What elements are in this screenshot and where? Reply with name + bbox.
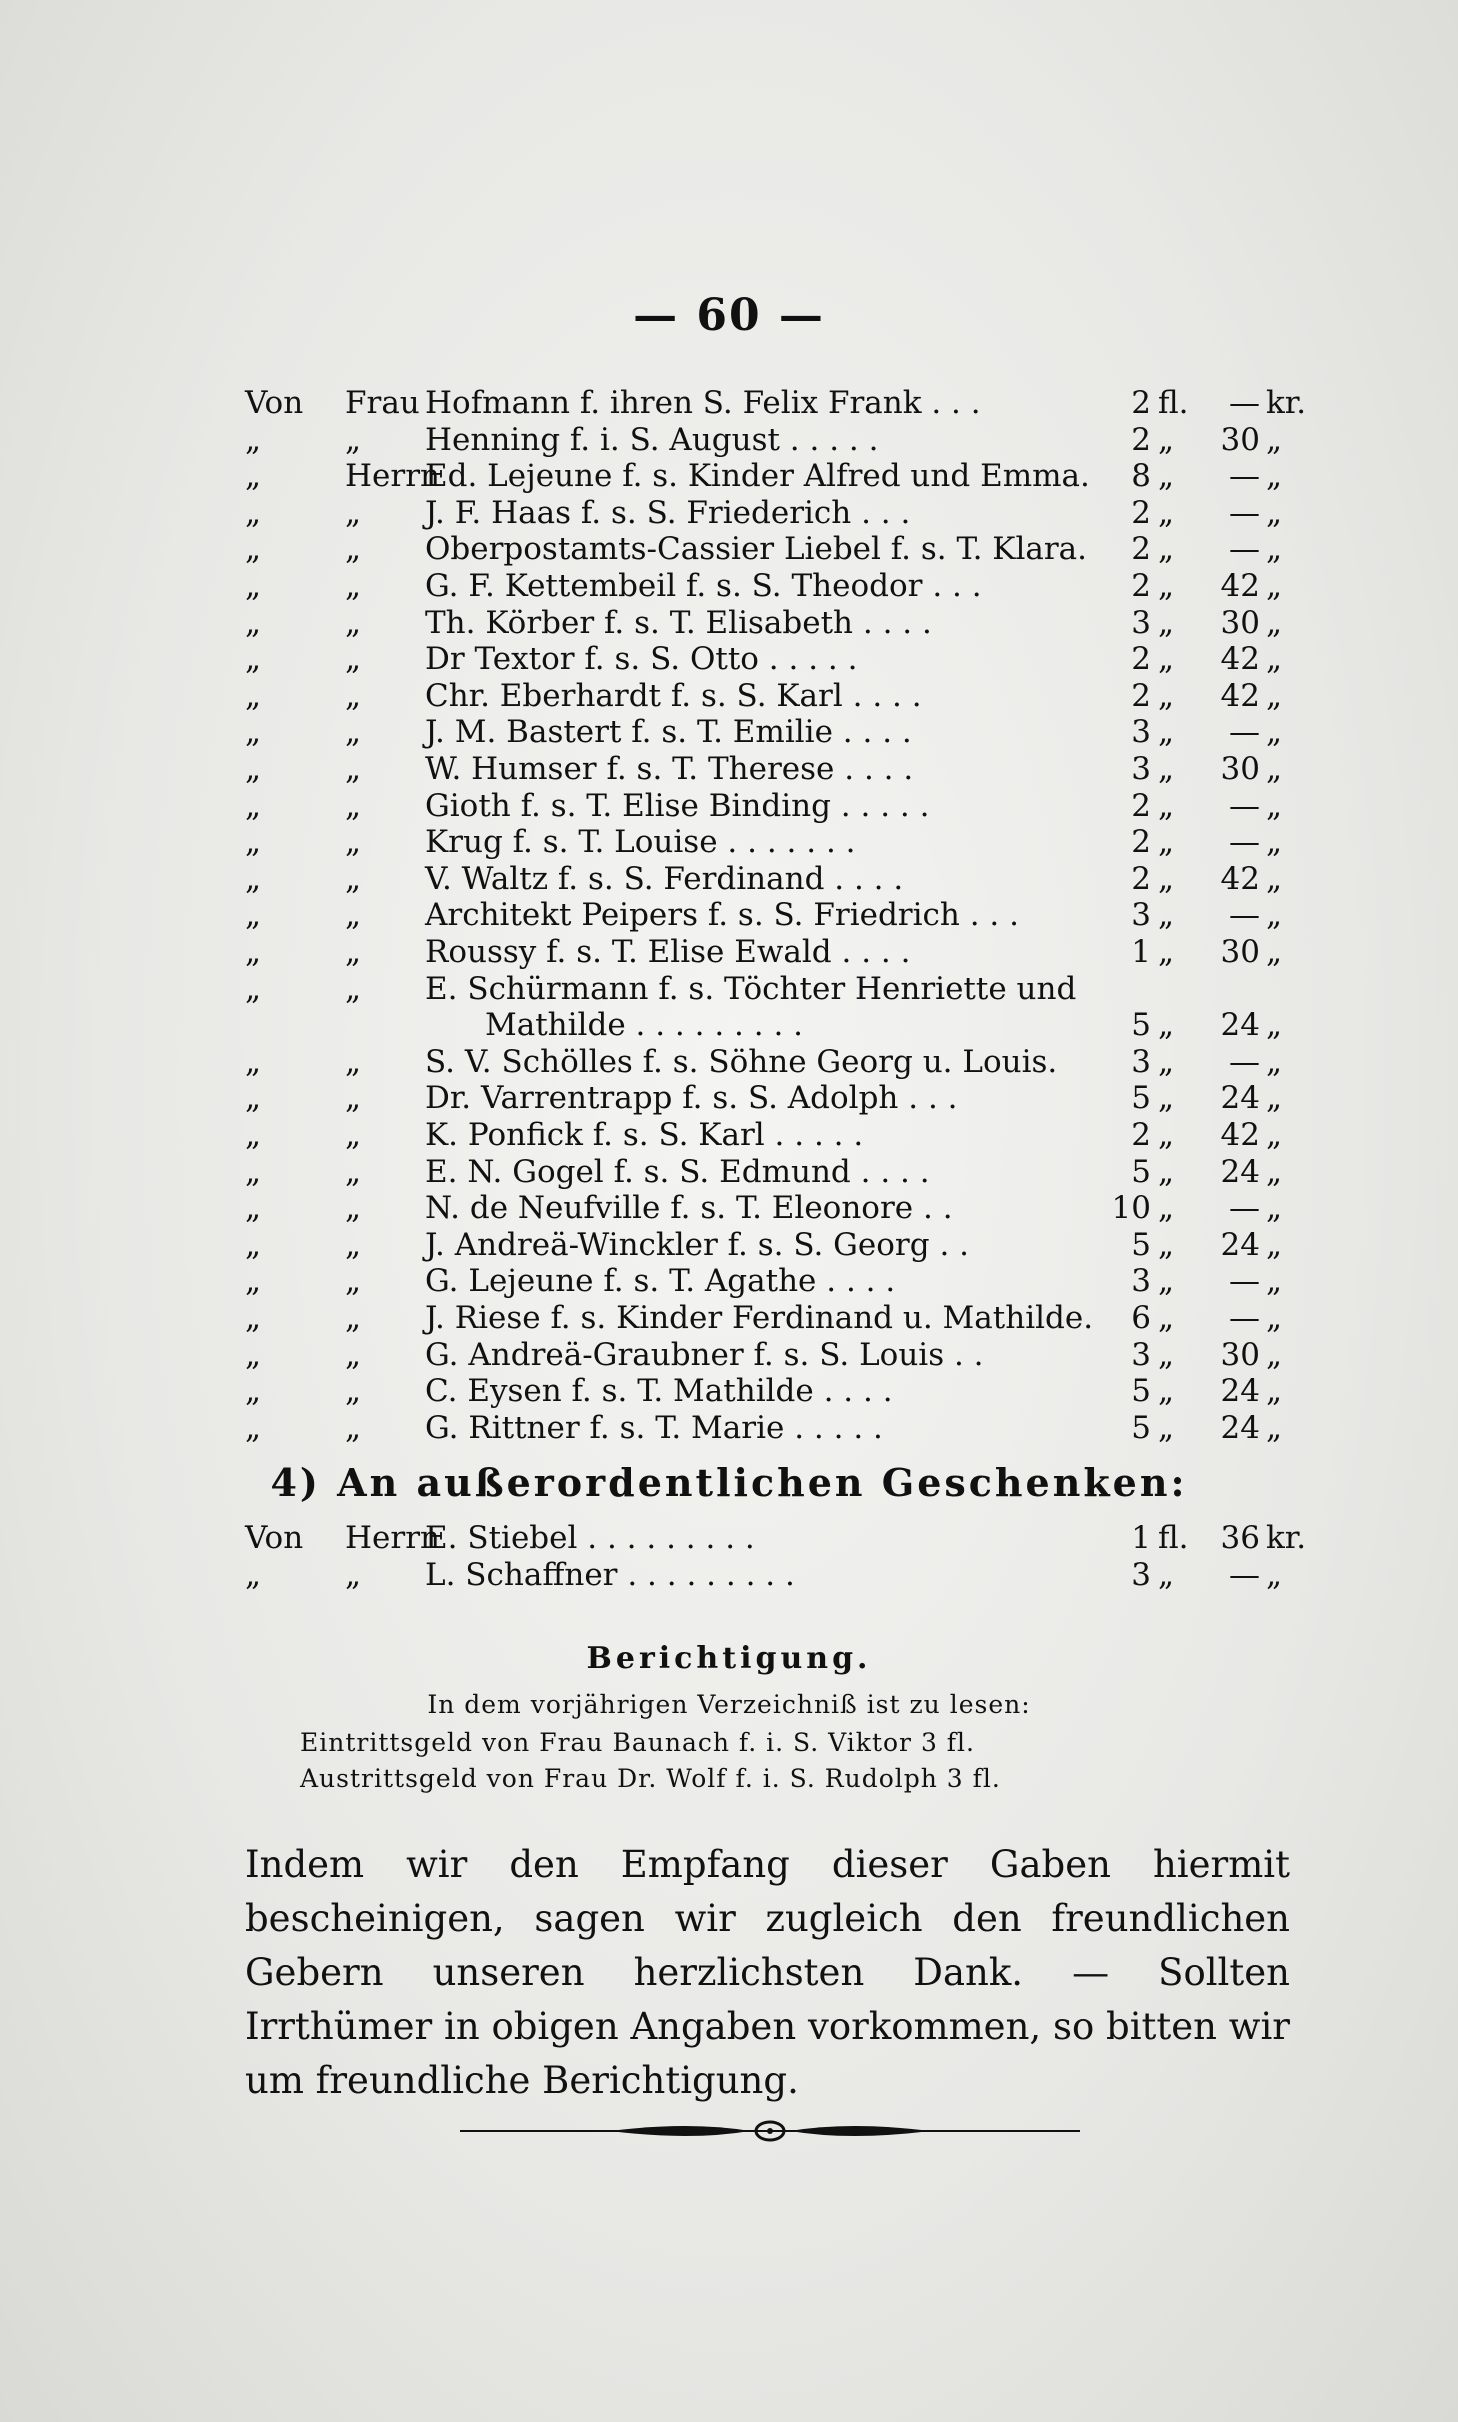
amount-kreuzer: —: [1229, 897, 1260, 934]
amount-kreuzer: 30: [1220, 751, 1260, 787]
amount-gulden: 6: [1131, 1300, 1151, 1336]
donor-entry: Ed. Lejeune f. s. Kinder Alfred und Emma.: [425, 458, 1090, 495]
donor-entry: J. F. Haas f. s. S. Friederich . . .: [425, 494, 911, 531]
unit-gulden: „: [1158, 568, 1175, 604]
unit-gulden: „: [1158, 897, 1175, 934]
donor-entry: Dr Textor f. s. S. Otto . . . . .: [425, 641, 858, 678]
amount-gulden: 5: [1131, 1226, 1151, 1263]
unit-kreuzer: „: [1266, 1409, 1283, 1446]
ornament-divider: [460, 2116, 1080, 2146]
donor-entry: E. Schürmann f. s. Töchter Henriette und: [425, 970, 1077, 1007]
amount-gulden: 5: [1131, 1409, 1151, 1446]
unit-kreuzer: „: [1266, 1153, 1283, 1190]
amount-gulden: 3: [1131, 1556, 1151, 1593]
unit-kreuzer: „: [1266, 1263, 1283, 1300]
donor-entry: S. V. Schölles f. s. Söhne Georg u. Louis.: [425, 1043, 1058, 1080]
unit-kreuzer: „: [1266, 1190, 1283, 1227]
donor-prefix: „: [245, 1080, 262, 1117]
amount-kreuzer: 30: [1220, 1336, 1260, 1373]
donor-entry: Krug f. s. T. Louise . . . . . . .: [425, 824, 856, 861]
donor-prefix: „: [245, 604, 262, 641]
unit-kreuzer: „: [1266, 1043, 1283, 1080]
amount-gulden: 2: [1131, 860, 1151, 897]
donation-row: [0, 1080, 1458, 1116]
amount-gulden: 3: [1131, 1043, 1151, 1080]
donor-prefix: „: [245, 568, 262, 604]
amount-kreuzer: 42: [1220, 1117, 1260, 1153]
donor-entry: Dr. Varrentrapp f. s. S. Adolph . . .: [425, 1080, 958, 1117]
unit-kreuzer: „: [1266, 641, 1283, 678]
unit-kreuzer: „: [1266, 934, 1283, 970]
donor-title: „: [345, 1080, 362, 1117]
unit-gulden: „: [1158, 1300, 1175, 1336]
donor-entry: Mathilde . . . . . . . . .: [485, 1007, 804, 1044]
unit-kreuzer: „: [1266, 1117, 1283, 1153]
unit-kreuzer: kr.: [1266, 385, 1307, 421]
amount-kreuzer: —: [1229, 1190, 1260, 1227]
donor-title: „: [345, 1373, 362, 1410]
unit-gulden: „: [1158, 1409, 1175, 1446]
donor-entry: G. F. Kettembeil f. s. S. Theodor . . .: [425, 568, 982, 604]
donor-prefix: „: [245, 1190, 262, 1227]
donation-row: [0, 751, 1458, 787]
donation-row: [0, 385, 1458, 421]
donation-row: [0, 1263, 1458, 1299]
donor-entry: E. N. Gogel f. s. S. Edmund . . . .: [425, 1153, 930, 1190]
unit-kreuzer: „: [1266, 1373, 1283, 1410]
donor-entry: Th. Körber f. s. T. Elisabeth . . . .: [425, 604, 932, 641]
unit-kreuzer: „: [1266, 494, 1283, 531]
section-heading: 4) An außerordentlichen Geschenken:: [270, 1460, 1188, 1505]
amount-gulden: 2: [1131, 641, 1151, 678]
donor-entry: Henning f. i. S. August . . . . .: [425, 421, 879, 458]
unit-kreuzer: „: [1266, 531, 1283, 568]
donor-entry: J. Andreä-Winckler f. s. S. Georg . .: [425, 1226, 970, 1263]
donation-row: [0, 458, 1458, 494]
donation-row: [0, 1044, 1458, 1080]
amount-kreuzer: 24: [1220, 1226, 1260, 1263]
amount-kreuzer: 24: [1220, 1007, 1260, 1044]
amount-gulden: 5: [1131, 1153, 1151, 1190]
unit-gulden: „: [1158, 494, 1175, 531]
donation-row: [0, 1520, 1458, 1556]
amount-gulden: 3: [1131, 751, 1151, 787]
donor-title: „: [345, 531, 362, 568]
amount-gulden: 10: [1111, 1190, 1151, 1227]
amount-kreuzer: —: [1229, 494, 1260, 531]
amount-gulden: 2: [1131, 824, 1151, 861]
unit-kreuzer: „: [1266, 458, 1283, 495]
unit-gulden: „: [1158, 934, 1175, 970]
amount-gulden: 2: [1131, 677, 1151, 714]
closing-paragraph: Indem wir den Empfang dieser Gaben hiermit bescheinigen, sagen wir zugleich den freundlichen Gebern unseren herzlichsten Dank. — Sollten Irrthümer in obigen Angaben vorkommen, so bitten wir um freundliche Berichtigung.: [245, 1843, 1290, 2102]
donor-prefix: „: [245, 970, 262, 1007]
unit-gulden: „: [1158, 824, 1175, 861]
amount-gulden: 2: [1131, 531, 1151, 568]
donation-row: [0, 495, 1458, 531]
unit-gulden: „: [1158, 714, 1175, 751]
donation-row: [0, 1227, 1458, 1263]
donor-prefix: „: [245, 897, 262, 934]
donor-title: „: [345, 1556, 362, 1593]
amount-gulden: 3: [1131, 714, 1151, 751]
donor-title: „: [345, 714, 362, 751]
unit-gulden: „: [1158, 1226, 1175, 1263]
amount-kreuzer: —: [1229, 1556, 1260, 1593]
amount-kreuzer: —: [1229, 458, 1260, 495]
correction-line-1: Eintrittsgeld von Frau Baunach f. i. S. Viktor 3 fl.: [300, 1728, 975, 1757]
donor-prefix: „: [245, 824, 262, 861]
donor-entry: G. Lejeune f. s. T. Agathe . . . .: [425, 1263, 896, 1300]
amount-gulden: 5: [1131, 1007, 1151, 1044]
unit-gulden: „: [1158, 531, 1175, 568]
donation-row: [0, 1557, 1458, 1593]
amount-kreuzer: —: [1229, 1043, 1260, 1080]
donation-row: [0, 824, 1458, 860]
donor-prefix: „: [245, 1336, 262, 1373]
donor-prefix: „: [245, 1226, 262, 1263]
unit-kreuzer: „: [1266, 751, 1283, 787]
donor-entry: G. Andreä-Graubner f. s. S. Louis . .: [425, 1336, 984, 1373]
amount-kreuzer: —: [1229, 1300, 1260, 1336]
donor-entry: Oberpostamts-Cassier Liebel f. s. T. Klara.: [425, 531, 1088, 568]
unit-gulden: „: [1158, 1117, 1175, 1153]
donor-prefix: „: [245, 421, 262, 458]
amount-gulden: 2: [1131, 421, 1151, 458]
unit-kreuzer: „: [1266, 714, 1283, 751]
unit-kreuzer: „: [1266, 824, 1283, 861]
amount-gulden: 2: [1131, 1117, 1151, 1153]
unit-gulden: fl.: [1158, 385, 1189, 421]
donor-entry: G. Rittner f. s. T. Marie . . . . .: [425, 1409, 883, 1446]
unit-gulden: „: [1158, 604, 1175, 641]
amount-gulden: 5: [1131, 1373, 1151, 1410]
donor-title: „: [345, 421, 362, 458]
donation-row: [0, 422, 1458, 458]
donation-row: [0, 714, 1458, 750]
donation-row: [0, 1373, 1458, 1409]
page-number: — 60 —: [633, 290, 825, 341]
donor-entry: C. Eysen f. s. T. Mathilde . . . .: [425, 1373, 893, 1410]
unit-gulden: „: [1158, 1080, 1175, 1117]
donor-entry: N. de Neufville f. s. T. Eleonore . .: [425, 1190, 953, 1227]
donation-row: [0, 1300, 1458, 1336]
donor-title: „: [345, 860, 362, 897]
unit-gulden: „: [1158, 1007, 1175, 1044]
donation-row: [0, 1410, 1458, 1446]
donor-prefix: „: [245, 1300, 262, 1336]
donor-prefix: „: [245, 1409, 262, 1446]
donor-title: „: [345, 787, 362, 824]
amount-gulden: 2: [1131, 385, 1151, 421]
correction-title: Berichtigung.: [586, 1641, 872, 1676]
donor-prefix: „: [245, 934, 262, 970]
amount-gulden: 5: [1131, 1080, 1151, 1117]
unit-kreuzer: „: [1266, 421, 1283, 458]
amount-kreuzer: —: [1229, 531, 1260, 568]
donor-title: „: [345, 1153, 362, 1190]
donor-title: „: [345, 1263, 362, 1300]
donor-entry: E. Stiebel . . . . . . . . .: [425, 1520, 755, 1556]
amount-kreuzer: —: [1229, 787, 1260, 824]
donor-title: „: [345, 970, 362, 1007]
amount-kreuzer: 30: [1220, 421, 1260, 458]
donor-prefix: „: [245, 677, 262, 714]
amount-kreuzer: 30: [1220, 934, 1260, 970]
donor-prefix: „: [245, 787, 262, 824]
donation-row: [0, 861, 1458, 897]
donor-prefix: Von: [245, 1520, 304, 1556]
donor-prefix: „: [245, 751, 262, 787]
donation-row: [0, 897, 1458, 933]
donor-entry: L. Schaffner . . . . . . . . .: [425, 1556, 795, 1593]
donor-title: Herrn: [345, 1520, 440, 1556]
donor-prefix: „: [245, 1117, 262, 1153]
donation-row: [0, 1117, 1458, 1153]
amount-gulden: 3: [1131, 897, 1151, 934]
amount-gulden: 2: [1131, 787, 1151, 824]
donor-prefix: „: [245, 458, 262, 495]
unit-gulden: „: [1158, 787, 1175, 824]
donor-title: „: [345, 897, 362, 934]
donor-title: „: [345, 824, 362, 861]
unit-gulden: „: [1158, 421, 1175, 458]
donor-title: „: [345, 568, 362, 604]
donation-row: [0, 531, 1458, 567]
unit-kreuzer: „: [1266, 1300, 1283, 1336]
amount-gulden: 2: [1131, 494, 1151, 531]
amount-kreuzer: 42: [1220, 641, 1260, 678]
unit-kreuzer: „: [1266, 1007, 1283, 1044]
amount-gulden: 3: [1131, 1263, 1151, 1300]
donor-entry: K. Ponfick f. s. S. Karl . . . . .: [425, 1117, 864, 1153]
donor-entry: J. M. Bastert f. s. T. Emilie . . . .: [425, 714, 912, 751]
donor-prefix: „: [245, 641, 262, 678]
unit-kreuzer: „: [1266, 677, 1283, 714]
unit-gulden: „: [1158, 1043, 1175, 1080]
donation-row: [0, 1337, 1458, 1373]
unit-gulden: „: [1158, 458, 1175, 495]
unit-kreuzer: „: [1266, 1556, 1283, 1593]
amount-kreuzer: —: [1229, 1263, 1260, 1300]
unit-gulden: „: [1158, 1263, 1175, 1300]
donor-entry: J. Riese f. s. Kinder Ferdinand u. Mathilde.: [425, 1300, 1094, 1336]
amount-kreuzer: —: [1229, 824, 1260, 861]
donor-entry: V. Waltz f. s. S. Ferdinand . . . .: [425, 860, 904, 897]
amount-kreuzer: 36: [1220, 1520, 1260, 1556]
donation-row: [0, 641, 1458, 677]
unit-kreuzer: „: [1266, 860, 1283, 897]
donor-entry: W. Humser f. s. T. Therese . . . .: [425, 751, 914, 787]
donor-title: „: [345, 604, 362, 641]
unit-gulden: „: [1158, 1373, 1175, 1410]
donor-entry: Hofmann f. ihren S. Felix Frank . . .: [425, 385, 981, 421]
amount-kreuzer: —: [1229, 714, 1260, 751]
unit-kreuzer: „: [1266, 1336, 1283, 1373]
amount-kreuzer: 30: [1220, 604, 1260, 641]
unit-gulden: „: [1158, 1556, 1175, 1593]
donation-row: [0, 605, 1458, 641]
donation-row: [0, 1007, 1458, 1043]
correction-intro: In dem vorjährigen Verzeichniß ist zu lesen:: [427, 1690, 1031, 1719]
donor-title: „: [345, 677, 362, 714]
amount-kreuzer: —: [1229, 385, 1260, 421]
amount-kreuzer: 24: [1220, 1409, 1260, 1446]
donation-row: [0, 568, 1458, 604]
unit-kreuzer: „: [1266, 604, 1283, 641]
unit-gulden: „: [1158, 1336, 1175, 1373]
unit-kreuzer: „: [1266, 1226, 1283, 1263]
donor-prefix: „: [245, 1153, 262, 1190]
donation-row: [0, 678, 1458, 714]
donor-title: „: [345, 1300, 362, 1336]
unit-gulden: „: [1158, 751, 1175, 787]
amount-kreuzer: 24: [1220, 1080, 1260, 1117]
donor-prefix: „: [245, 714, 262, 751]
amount-gulden: 8: [1131, 458, 1151, 495]
donor-title: „: [345, 1117, 362, 1153]
donor-title: „: [345, 1226, 362, 1263]
amount-kreuzer: 42: [1220, 568, 1260, 604]
donor-title: „: [345, 1409, 362, 1446]
unit-kreuzer: „: [1266, 787, 1283, 824]
donation-row: [0, 971, 1458, 1007]
donor-entry: Chr. Eberhardt f. s. S. Karl . . . .: [425, 677, 922, 714]
amount-kreuzer: 42: [1220, 860, 1260, 897]
donor-title: Herrn: [345, 458, 440, 495]
amount-gulden: 2: [1131, 568, 1151, 604]
donor-title: „: [345, 1043, 362, 1080]
unit-gulden: „: [1158, 1190, 1175, 1227]
donor-prefix: „: [245, 1043, 262, 1080]
amount-gulden: 3: [1131, 604, 1151, 641]
donor-prefix: „: [245, 1373, 262, 1410]
unit-kreuzer: kr.: [1266, 1520, 1307, 1556]
unit-kreuzer: „: [1266, 1080, 1283, 1117]
donation-row: [0, 1190, 1458, 1226]
donor-prefix: „: [245, 1263, 262, 1300]
donor-prefix: Von: [245, 385, 304, 421]
donor-entry: Roussy f. s. T. Elise Ewald . . . .: [425, 934, 911, 970]
donor-title: „: [345, 751, 362, 787]
amount-gulden: 1: [1131, 934, 1151, 970]
donation-row: [0, 934, 1458, 970]
amount-kreuzer: 24: [1220, 1373, 1260, 1410]
unit-gulden: „: [1158, 641, 1175, 678]
donation-row: [0, 788, 1458, 824]
amount-gulden: 1: [1131, 1520, 1151, 1556]
unit-gulden: „: [1158, 1153, 1175, 1190]
donor-prefix: „: [245, 531, 262, 568]
donor-title: „: [345, 934, 362, 970]
donor-title: Frau: [345, 385, 420, 421]
donor-prefix: „: [245, 1556, 262, 1593]
donation-row: [0, 1154, 1458, 1190]
amount-gulden: 3: [1131, 1336, 1151, 1373]
amount-kreuzer: 42: [1220, 677, 1260, 714]
unit-kreuzer: „: [1266, 568, 1283, 604]
unit-gulden: „: [1158, 677, 1175, 714]
donor-title: „: [345, 641, 362, 678]
correction-line-2: Austrittsgeld von Frau Dr. Wolf f. i. S. Rudolph 3 fl.: [300, 1764, 1001, 1793]
donor-entry: Architekt Peipers f. s. S. Friedrich . . .: [425, 897, 1019, 934]
amount-kreuzer: 24: [1220, 1153, 1260, 1190]
unit-gulden: fl.: [1158, 1520, 1189, 1556]
donor-entry: Gioth f. s. T. Elise Binding . . . . .: [425, 787, 930, 824]
donor-title: „: [345, 1336, 362, 1373]
unit-kreuzer: „: [1266, 897, 1283, 934]
donor-title: „: [345, 1190, 362, 1227]
donor-prefix: „: [245, 494, 262, 531]
donor-prefix: „: [245, 860, 262, 897]
donor-title: „: [345, 494, 362, 531]
unit-gulden: „: [1158, 860, 1175, 897]
